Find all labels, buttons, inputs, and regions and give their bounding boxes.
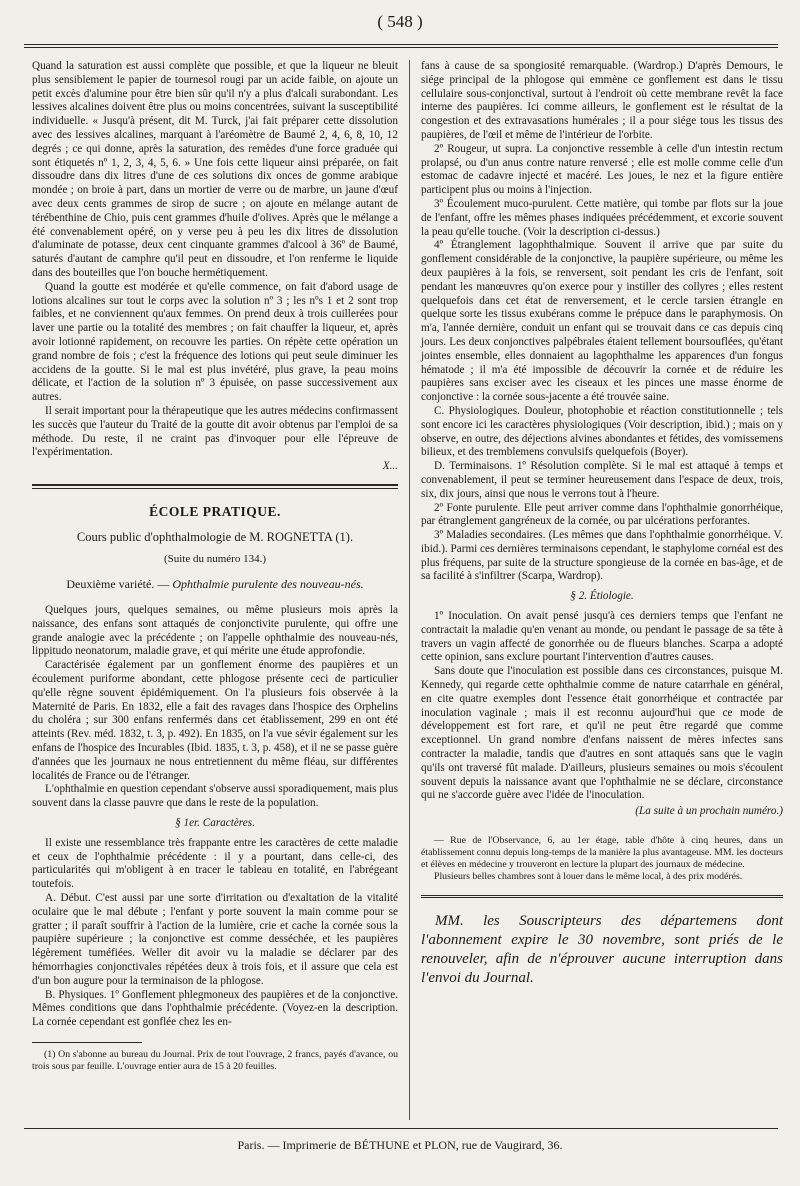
- notice-divider: [421, 895, 783, 898]
- paragraph: Quand la goutte est modérée et qu'elle commence, on fait d'abord usage de lotions alcalines sur tout le corps avec la solution nº 3 ; les nºs 1 et 2 sont trop faibles, et ne conviennent qu'aux femmes. On prend deux à trois cuillerées pour laver une partie ou la totalité des membres ; on fait chauffer la liqueur, et, après avoir lotionné rapidement, on recouvre les parties. On répète cette opération un grand nombre de fois ; c'est la fréquence des lotions qui peut seule diminuer les accidens de la goutte. Si le mal est plus invétéré, plus grave, la peau moins délicate, et l'action de la solution nº 3 épuisée, on passe successivement aux autres.: [32, 280, 398, 404]
- paragraph: Caractérisée également par un gonflement énorme des paupières et un écoulement puriforme abondant, cette phlogose présente ceci de particulier qu'elle règne souvent épidémiquement. On l'a plusieurs fois observée à la Maternité de Paris. En 1832, elle a fait des ravages dans l'hospice des Orphelins du choléra ; sur 300 enfans renfermés dans cet établissement, 299 en ont été atteints (Rev. méd. 1832, t. 3, p. 492). En 1835, on l'a vue sévir également sur les enfans de l'hospice des Incurables (Ibid. 1835, t. 3, p. 458), et il ne se passe guère d'années que les journaux ne nous entretiennent du même fléau, sur différentes localités de France ou de l'étranger.: [32, 659, 398, 782]
- subscriber-notice: MM. les Souscripteurs des départemens dont l'abonnement expire le 30 novembre, sont priés de le renouveler, afin de n'éprouver aucune interruption dans l'envoi du Journal.: [421, 913, 783, 987]
- variety-label: Deuxième variété. —: [66, 577, 170, 592]
- advertisement: [421, 835, 783, 883]
- paragraph: C. Physiologiques. Douleur, photophobie et réaction constitutionnelle ; tels sont encore ici les caractères physiologiques (Voir description, ibid.) ; mais on y observe, en outre, des déjections alvines abondantes et fétides, des vomissemens bilieux, et des tremblemens convulsifs quelquefois (Boyer).: [421, 404, 783, 459]
- paragraph: Il serait important pour la thérapeutique que les autres médecins confirmassent les succès que l'auteur du Traité de la goutte dit avoir obtenus par l'emploi de sa méthode. Du reste, il ne craint pas d'invoquer pour elle l'épreuve de l'expérimentation.: [32, 404, 398, 459]
- paragraph: Sans doute que l'inoculation est possible dans ces circonstances, puisque M. Kennedy, qui regarde cette ophthalmie comme de nature catarrhale en général, en cite quatre exemples dont l'essence était gonorrhéique et contractée par inoculation vaginale ; mais il est reconnu aujourd'hui que ce mode de développement est fort rare, et qu'il ne peut être regardé que comme exceptionnel. Un grand nombre d'enfans naissent de mères infectes sans contracter la maladie, tandis que d'autres en sont attaqués sans que le vagin qu'ils ont traversé fût malade. D'ailleurs, plusieurs semaines ou mois s'écoulent souvent depuis la naissance avant que l'ophthalmie ne se déclare, circonstance qui ne s'accorde guère avec l'idée de l'inoculation.: [421, 665, 783, 802]
- paragraph: 4º Étranglement lagophthalmique. Souvent il arrive que par suite du gonflement considérable de la conjonctive, la paupière supérieure, ou même les deux paupières à la fois, se renversent, soit pendant les cris de l'enfant, soit pendant les manœuvres qu'on exerce pour y instiller des collyres ; elles restent quelquefois dans cet état de renversement, et le cercle tarsien étrangle en quelque sorte les tissus exubérans comme le prépuce dans le paraphymosis. On m'a, l'année dernière, conduit un enfant qui se trouvait dans ce cas depuis cinq jours. Les deux conjonctives palpébrales étaient tellement boursouflées, qu'étant jointes ensemble, elles donnaient au lagophthalme les apparences d'un fongus hématode ; il m'a été impossible de découvrir la cornée et de réduire les paupières sans exciser avec les ciseaux et les pinces une masse énorme de conjonctive : la cornée sous-jacente a été trouvée saine.: [421, 239, 783, 404]
- paragraph: A. Début. C'est aussi par une sorte d'irritation ou d'exaltation de la vitalité oculaire que le mal débute ; l'enfant y porte souvent la main comme pour se gratter ; il paraît souffrir à l'action de la lumière, crie et cache la cornée sous la paupière supérieure ; la conjonctive est comme desséchée, et les paupières légèrement tuméfiées. Weller dit avoir vu la maladie se déclarer par des hémorrhagies conjonctivales répétées deux à trois fois, et il assure que cela est d'un bon augure pour la terminaison de la phlogose.: [32, 892, 398, 987]
- subsection-heading: § 2. Étiologie.: [570, 590, 634, 603]
- paragraph: Quelques jours, quelques semaines, ou même plusieurs mois après la naissance, des enfans sont attaqués de conjonctivite purulente, qui offre une grande analogie avec la précédente ; on l'appelle ophthalmie des nouveau-nés, lippitudo neonatorum, maladie grave, et qui mérite une étude approfondie.: [32, 604, 398, 658]
- paragraph: fans à cause de sa spongiosité remarquable. (Wardrop.) D'après Demours, le siége principal de la phlogose qui emmène ce gonflement est dans le tissu cellulaire sous-conjonctival, surtout à l'endroit où cette membrane revêt la face interne des paupières. Ici comme ailleurs, le gonflement est le résultat de la congestion et des extravasations humérales ; il a pour siége tous les tissus des paupières, de l'œil et même de l'intérieur de l'orbite.: [421, 60, 783, 141]
- ad-paragraph: Plusieurs belles chambres sont à louer dans le même local, à des prix modérés.: [434, 871, 743, 883]
- footnote-divider: [32, 1042, 142, 1043]
- footnote: (1) On s'abonne au bureau du Journal. Prix de tout l'ouvrage, 2 francs, payés d'avance, ou trois sous par feuille. L'ouvrage entier aura de 15 à 20 feuilles.: [32, 1049, 398, 1072]
- continuation-note: (Suite du numéro 134.): [163, 552, 267, 565]
- variety-name: Ophthalmie purulente des nouveau-nés.: [172, 577, 364, 592]
- section-divider-thin: [32, 488, 398, 489]
- paragraph: 2º Fonte purulente. Elle peut arriver comme dans l'ophthalmie gonorrhéique, par étranglement gangréneux de la cornée, ou par ulcérations perforantes.: [421, 501, 783, 528]
- page-number: ( 548 ): [377, 12, 423, 31]
- right-column: [421, 60, 783, 988]
- paragraph: 1º Inoculation. On avait pensé jusqu'à ces derniers temps que l'enfant ne contractait la maladie qu'en venant au monde, ou pendant le passage de sa tête à travers un vagin affecté de gonorrhée ou de flueurs blanches. Scarpa a adopté cette opinion, sans exclure pourtant l'intervention d'autres causes.: [421, 610, 783, 664]
- column-divider: [409, 60, 410, 1120]
- subsection-heading: § 1er. Caractères.: [175, 817, 255, 830]
- section-divider: [32, 484, 398, 486]
- paragraph: 2º Rougeur, ut supra. La conjonctive ressemble à celle d'un intestin rectum prolapsé, ou d'un anus contre nature renversé ; elle est molle comme celle d'un estomac de cadavre injecté et macéré. Les joues, le nez et la figure entière participent plus ou moins à l'injection.: [421, 142, 783, 197]
- paragraph: B. Physiques. 1º Gonflement phlegmoneux des paupières et de la conjonctive. Mêmes conditions que dans l'ophthalmie précédente. (Voyez-en la description. La cornée cependant est gonflée chez les en-: [32, 988, 398, 1029]
- left-column: [32, 60, 398, 1073]
- paragraph: Il existe une ressemblance très frappante entre les caractères de cette maladie et ceux de l'ophthalmie précédente : il y a pourtant, dans celle-ci, des particularités qui m'obligent à en tracer le tableau en totalité, en l'abrégeant toutefois.: [32, 836, 398, 891]
- ad-paragraph: — Rue de l'Observance, 6, au 1er étage, table d'hôte à cinq heures, dans un établissement connu depuis long-temps de la manière la plus avantageuse. MM. les docteurs et élèves en médecine y trouveront en lecture la plupart des journaux de médecine.: [421, 835, 783, 871]
- header-rule: [24, 44, 778, 48]
- article-title: Cours public d'ophthalmologie de M. ROGNETTA (1).: [76, 529, 354, 544]
- printer-imprint: Paris. — Imprimerie de BÉTHUNE et PLON, rue de Vaugirard, 36.: [237, 1138, 563, 1152]
- paragraph: 3º Maladies secondaires. (Les mêmes que dans l'ophthalmie gonorrhéique. V. ibid.). Parmi ces dernières terminaisons cependant, le staphylome cornéal est des plus fréquens, par suite de la structure spongieuse de la cornée en bas-âge, et de sa facilité à s'infiltrer (Scarpa, Wardrop).: [421, 529, 783, 583]
- to-be-continued-note: (La suite à un prochain numéro.): [635, 805, 783, 818]
- paragraph: L'ophthalmie en question cependant s'observe aussi sporadiquement, mais plus souvent dans la classe pauvre que dans le reste de la population.: [32, 783, 398, 810]
- footer-rule: [24, 1128, 778, 1129]
- section-title: ÉCOLE PRATIQUE.: [149, 503, 281, 519]
- paragraph: 3º Écoulement muco-purulent. Cette matière, qui tombe par flots sur la joue de l'enfant, offre les mêmes phases indiquées précédemment, et excorie souvent la peau qu'elle touche. (Voir la description ci-dessus.): [421, 197, 783, 238]
- author-signature: X...: [382, 460, 398, 473]
- paragraph: D. Terminaisons. 1º Résolution complète. Si le mal est attaqué à temps et convenablement, il peut se terminer heureusement dans l'espace de deux, trois, six, dix jours, ainsi que nous le verrons tout à l'heure.: [421, 460, 783, 500]
- variety-heading: [32, 578, 398, 592]
- paragraph: Quand la saturation est aussi complète que possible, et que la liqueur ne bleuit plus sensiblement le papier de tournesol rougi par un acide faible, on ajoute un petit excès d'alumine pour être bien sûr qu'il n'y a plus d'alcali surabondant. Les lessives alcalines doivent être plus ou moins concentrées, suivant la susceptibilité individuelle. « Jusqu'à présent, dit M. Turck, j'ai fait préparer cette dissolution avec des lessives alcalines, marquant à l'aréomètre de Baumé 2, 4, 6, 8, 10, 12 degrés ; ce qui donne, après la saturation, des remèdes d'une force graduée qui sont étiquetés nº 1, 2, 3, 4, 5, 6. » Une fois cette liqueur ainsi préparée, on fait dissoudre dans dix litres d'une de ces solutions dix onces de gomme arabique mondée ; on broie à part, dans un mortier de verre ou de marbre, un jaune d'œuf avec deux cents grammes de sirop de sucre ; on ajoute en mélange autant de térébenthine de Chio, puis cent grammes d'huile d'olives. Après que le mélange a été convenablement opéré, on y verse peu à peu les dix litres de dissolution d'aluminate de potasse, deux cent cinquante grammes d'alcool à 36º de Baumé, saturés d'autant de camphre qu'il peut en dissoudre, et l'on renferme le liquide dans des bouteilles que l'on bouche hermétiquement.: [32, 60, 398, 279]
